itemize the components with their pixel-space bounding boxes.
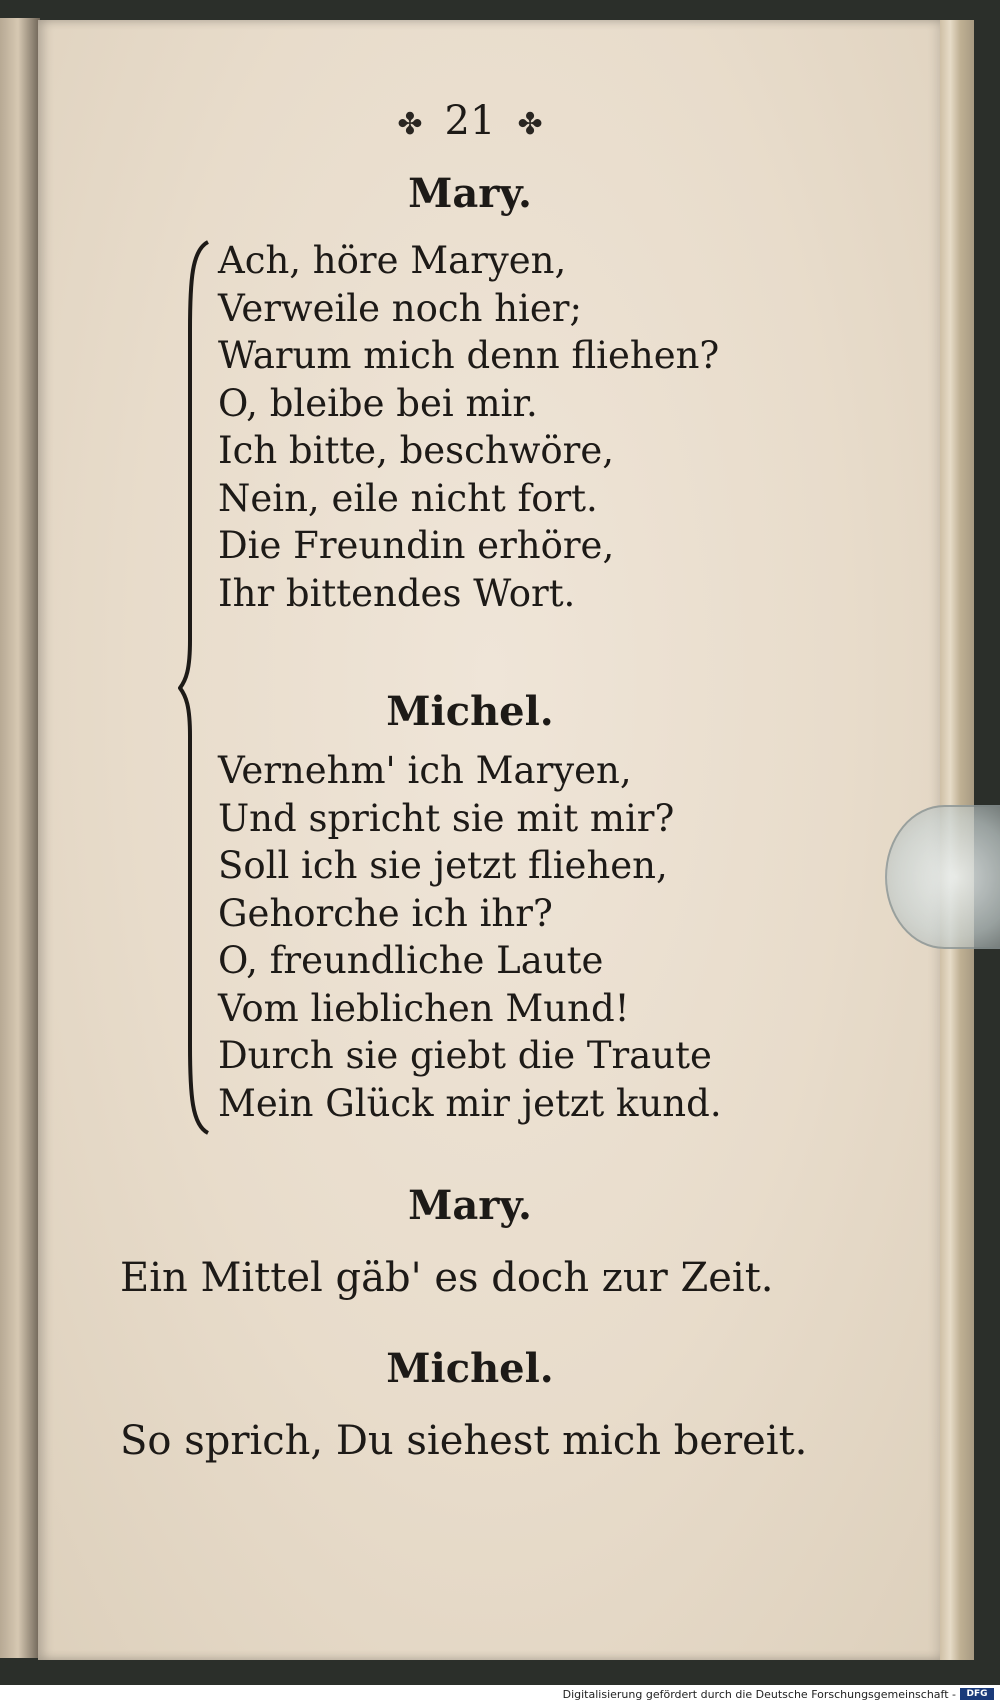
verse-line: Warum mich denn fliehen? [218,334,720,377]
verse-line: Und spricht sie mit mir? [218,796,675,840]
verse-line: Verweile noch hier; [218,286,582,330]
dfg-logo: DFG [960,1688,994,1700]
verse-line: Vom lieblichen Mund! [218,986,630,1030]
verse-line: Durch sie giebt die Traute [218,1034,712,1077]
page-number: 21 [444,98,496,144]
verse-michel [218,747,722,1127]
previous-page-edge [0,18,40,1658]
page-header [0,98,940,144]
verse-line: Die Freundin erhöre, [218,524,615,567]
verse-line: Gehorche ich ihr? [218,891,553,935]
ornament-left-icon: ✤ [397,107,423,142]
footer-credit: Digitalisierung gefördert durch die Deutsche Forschungsgemeinschaft - [562,1688,956,1701]
ornament-right-icon: ✤ [517,107,543,142]
speaker-michel-2: Michel. [386,1345,554,1392]
speaker-michel-1: Michel. [386,688,554,735]
curly-brace [178,240,218,1135]
verse-line: Soll ich sie jetzt fliehen, [218,844,668,887]
verse-line: Nein, eile nicht fort. [218,476,598,520]
line-mary: Ein Mittel gäb' es doch zur Zeit. [120,1255,774,1301]
line-michel: So sprich, Du siehest mich bereit. [120,1418,808,1464]
verse-line: Ach, höre Maryen, [218,239,567,282]
verse-line: Ich bitte, beschwöre, [218,429,615,472]
speaker-mary-2: Mary. [408,1182,532,1229]
page-clip [885,805,1000,949]
verse-line: O, bleibe bei mir. [218,381,538,425]
verse-line: Mein Glück mir jetzt kund. [218,1081,722,1125]
verse-line: O, freundliche Laute [218,939,604,982]
verse-line: Vernehm' ich Maryen, [218,749,632,792]
verse-line: Ihr bittendes Wort. [218,571,576,615]
speaker-mary-1: Mary. [408,170,532,217]
verse-mary [218,237,719,617]
